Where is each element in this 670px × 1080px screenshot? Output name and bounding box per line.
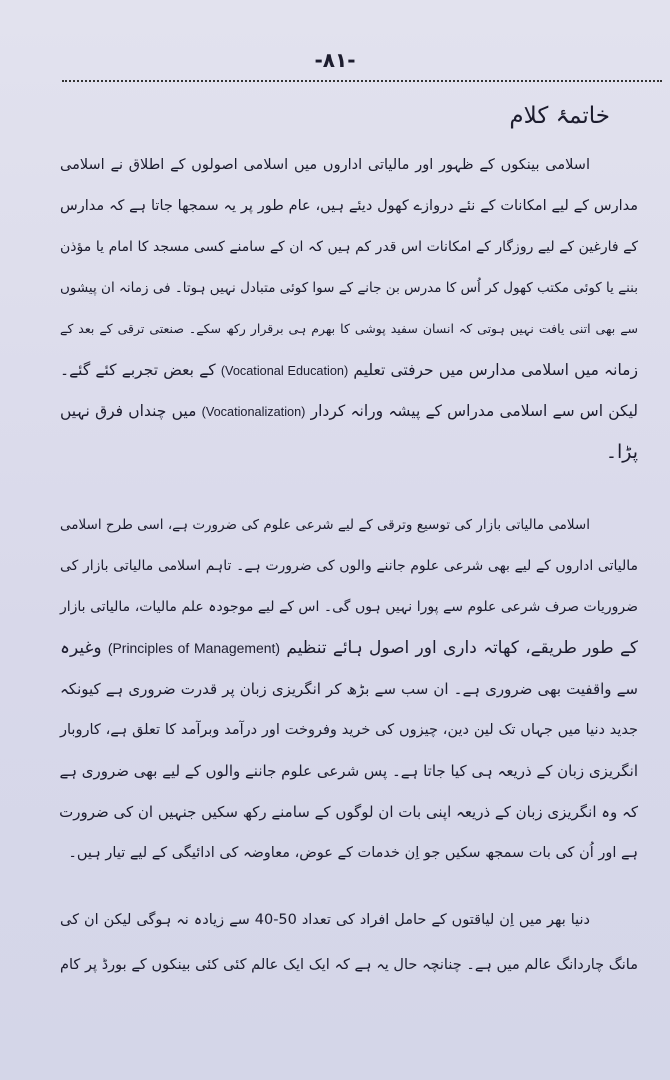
text-line: جدید دنیا میں جہاں تک لین دین، چیزوں کی خرید وفروخت اور درآمد وبرآمد کا تعلق ہے، کاروبار [60, 722, 638, 738]
text-line: کہ وہ انگریزی زبان کے ذریعہ اپنی بات ان لوگوں کے سامنے رکھ سکیں جنہیں ان کی ضرورت [59, 803, 638, 821]
text-line: لیکن اس سے اسلامی مدراس کے پیشہ ورانہ کردار (Vocationalization) میں چنداں فرق نہیں [60, 402, 638, 420]
text-line: زمانہ میں اسلامی مدارس میں حرفتی تعلیم (Vocational Education) کے بعض تجربے کئے گئے۔ [60, 361, 638, 379]
text-line: سے واقفیت بھی ضروری ہے۔ ان سب سے بڑھ کر انگریزی زبان پر قدرت ضروری ہے کیونکہ [60, 680, 638, 698]
page-number: -۸۱- [314, 48, 356, 72]
text-line: سے بھی اتنی یافت نہیں ہوتی کہ انسان سفید پوشی کا بھرم ہی برقرار رکھ سکے۔ صنعتی ترقی کے بعد کے [60, 321, 638, 336]
text-line: انگریزی زبان کے ذریعہ ہی کیا جاتا ہے۔ پس شرعی علوم جاننے والوں کے لیے بھی ضروری ہے [59, 762, 638, 780]
text-line: دنیا بھر میں اِن لیاقتوں کے حامل افراد کی تعداد 50-40 سے زیادہ نہ ہوگی لیکن ان کی [60, 912, 590, 928]
text-line: مدارس کے لیے امکانات کے نئے دروازے کھول دیئے ہیں، عام طور پر یہ سمجھا جاتا ہے کہ مدارس [60, 198, 638, 214]
text-line: ضروریات صرف شرعی علوم سے پورا نہیں ہوں گی۔ اس کے لیے موجودہ علم مالیات، مالیاتی بازار [60, 599, 638, 615]
text-line: کے طور طریقے، کھاتہ داری اور اصول ہائے تنظیم (Principles of Management) وغیرہ [60, 638, 638, 658]
text-line: مالیاتی اداروں کے لیے بھی شرعی علوم جاننے والوں کی ضرورت ہے۔ تاہم اسلامی مالیاتی بازار کی [60, 558, 638, 574]
text-line: ہے اور اُن کی بات سمجھ سکیں جو اِن خدمات کے عوض، معاوضہ کی ادائیگی کے لیے تیار ہیں۔ [68, 845, 638, 861]
text-line: پڑا۔ [605, 441, 638, 463]
section-title: خاتمۂ کلام [509, 103, 610, 129]
text-line: کے فارغین کے لیے روزگار کے امکانات اس قدر کم ہیں کہ ان کے سامنے کسی مسجد کا امام یا مؤذن [60, 239, 638, 255]
text-line: مانگ چاردانگ عالم میں ہے۔ چنانچہ حال یہ ہے کہ ایک ایک عالم کئی کئی بینکوں کے بورڈ پر کام [60, 957, 638, 973]
text-line: بننے یا کوئی مکتب کھول کر اُس کا مدرس بن جانے کے سوا کوئی متبادل نہیں ہوتا۔ فی زمانہ ان پیشوں [60, 280, 638, 296]
text-line: اسلامی بینکوں کے ظہور اور مالیاتی اداروں میں اسلامی اصولوں کے اطلاق نے اسلامی [60, 157, 590, 173]
text-line: اسلامی مالیاتی بازار کی توسیع وترقی کے لیے شرعی علوم کی ضرورت ہے، اسی طرح اسلامی [60, 517, 590, 533]
